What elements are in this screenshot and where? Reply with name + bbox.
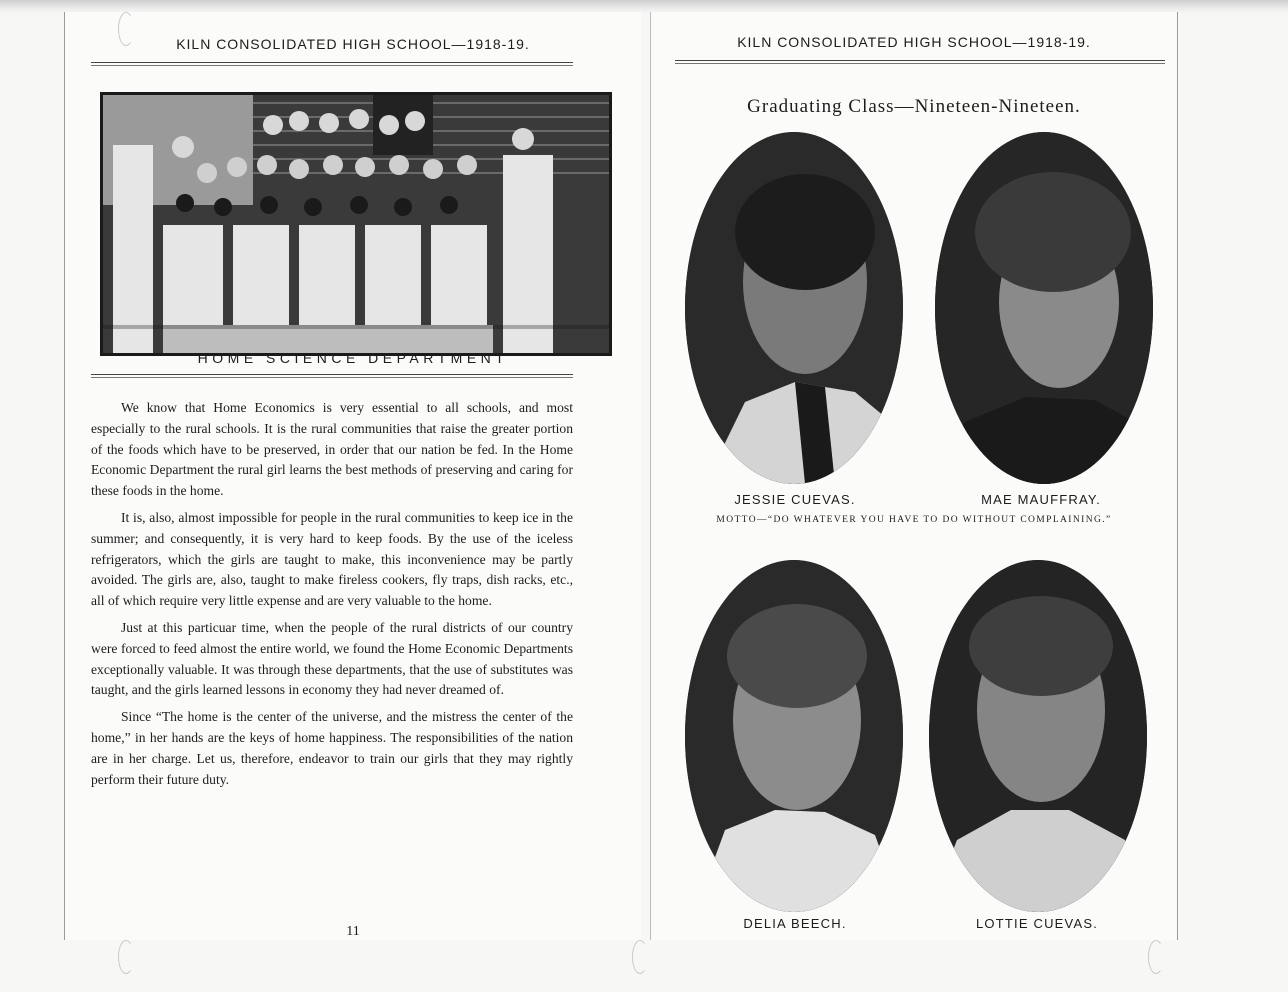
class-group-photo	[100, 92, 612, 356]
header-rule	[91, 62, 573, 66]
article-body	[91, 398, 573, 796]
class-motto: MOTTO—“DO WHATEVER YOU HAVE TO DO WITHOUT COMPLAINING.”	[716, 515, 1112, 525]
paragraph: It is, also, almost impossible for people in the rural communities to keep ice in the summer; and consequently, it is very hard to keep foods. By the use of the iceless refrigerators, which the girls are taught to make, this inconvenience may be partly avoided. The girls are, also, taught to make fireless cookers, fly traps, dish racks, etc., all of which require very little expense and are very valuable to the home.	[91, 509, 573, 609]
graduate-name: JESSIE CUEVAS.	[734, 492, 856, 507]
portrait-image	[685, 560, 903, 912]
portrait-image	[685, 132, 903, 484]
running-head-left: KILN CONSOLIDATED HIGH SCHOOL—1918-19.	[176, 36, 530, 52]
right-page	[650, 12, 1178, 940]
graduate-name: LOTTIE CUEVAS.	[975, 916, 1099, 931]
portrait-mae-mauffray	[935, 132, 1153, 484]
scan-artifact	[118, 940, 134, 974]
paragraph: Just at this particuar time, when the people of the rural districts of our country were forced to feed almost the entire world, we found the Home Economic Departments exceptionally valuable. It was through these departments, that the use of substitutes was taught, and the girls learned lessons in economy they had never dreamed of.	[91, 619, 573, 698]
scan-artifact	[1148, 940, 1164, 974]
portrait-jessie-cuevas	[685, 132, 903, 484]
graduate-name: DELIA BEECH.	[743, 916, 847, 931]
portrait-delia-beech	[685, 560, 903, 912]
graduate-name: MAE MAUFFRAY.	[981, 492, 1101, 507]
scan-artifact	[118, 12, 134, 46]
graduating-class-title: Graduating Class—Nineteen-Nineteen.	[747, 96, 1081, 117]
page-number: 11	[346, 924, 360, 939]
header-rule	[675, 60, 1165, 64]
portrait-image	[929, 560, 1147, 912]
scan-artifact	[632, 940, 648, 974]
paragraph: We know that Home Economics is very essential to all schools, and most especially to the rural schools. It is the rural communities that raise the greater portion of the foods which have to be preserved, in order that our nation be fed. In the Home Economic Department the rural girl learns the best methods of preserving and caring for these foods in the home.	[91, 400, 573, 499]
portrait-image	[935, 132, 1153, 484]
paragraph: Since “The home is the center of the universe, and the mistress the center of the home,” in her hands are the keys of home happiness. The responsibilities of the nation are in her charge. Let us, therefore, endeavor to train our girls that they may rightly perform their future duty.	[91, 709, 573, 787]
group-photo-image	[103, 95, 609, 353]
left-page	[64, 12, 641, 940]
section-rule	[91, 374, 573, 378]
section-title: HOME SCIENCE DEPARTMENT	[197, 350, 509, 366]
running-head-right: KILN CONSOLIDATED HIGH SCHOOL—1918-19.	[737, 34, 1091, 50]
portrait-lottie-cuevas	[929, 560, 1147, 912]
